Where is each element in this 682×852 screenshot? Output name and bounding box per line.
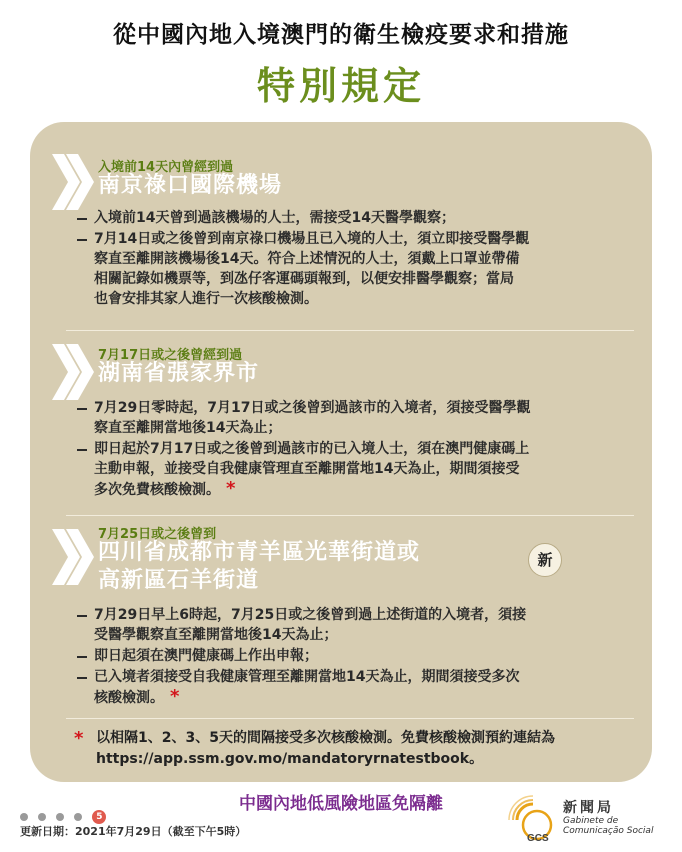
bullet-line: 受醫學觀察直至離開當地後14天為止；	[94, 627, 338, 643]
bullet-line: 7月29日零時起，7月17日或之後曾到過該市的入境者，須接受醫學觀	[94, 400, 531, 416]
bullet-item	[74, 398, 646, 438]
page-dot[interactable]	[56, 813, 64, 821]
page-title: 從中國內地入境澳門的衛生檢疫要求和措施	[113, 22, 569, 48]
section-divider	[66, 718, 634, 719]
asterisk-mark: *	[226, 478, 236, 499]
bullet-line: 即日起須在澳門健康碼上作出申報；	[94, 648, 318, 664]
logo-subtitle: Gabinete de Comunicação Social	[563, 816, 654, 836]
bullet-item	[74, 646, 646, 666]
section-label: 7月25日或之後曾到	[98, 527, 217, 542]
asterisk-mark: *	[74, 728, 84, 749]
gcs-logo	[507, 795, 677, 845]
section-label: 7月17日或之後曾經到過	[98, 348, 243, 363]
section-title-line: 四川省成都市青羊區光華街道或	[98, 540, 421, 565]
bullet-item	[74, 229, 646, 309]
current-page-badge[interactable]: 5	[92, 810, 106, 824]
bullet-item	[74, 208, 646, 228]
bullet-item	[74, 439, 646, 500]
bullet-line: 也會安排其家人進行一次核酸檢測。	[94, 291, 318, 307]
new-badge: 新	[528, 543, 562, 577]
bullet-line: 已入境者須接受自我健康管理至離開當地14天為止，期間須接受多次	[94, 669, 520, 685]
section-title	[98, 360, 259, 388]
section-divider	[66, 330, 634, 331]
low-risk-banner: 中國內地低風險地區免隔離	[239, 794, 443, 814]
logo-name: 新聞局	[563, 800, 614, 816]
footnote-line: 以相隔1、2、3、5天的間隔接受多次核酸檢測。免費核酸檢測預約連結為	[96, 730, 555, 746]
footnote-link[interactable]: https://app.ssm.gov.mo/mandatoryrnatestbook。	[96, 751, 484, 767]
bullet-item	[74, 605, 646, 645]
section-title-line: 湖南省張家界市	[98, 361, 260, 386]
page-dot[interactable]	[74, 813, 82, 821]
section-title-line: 南京祿口國際機場	[98, 173, 283, 198]
bullet-line: 7月29日早上6時起，7月25日或之後曾到過上述街道的入境者，須接	[94, 607, 527, 623]
bullet-line: 察直至離開該機場後14天。符合上述情況的人士，須戴上口罩並帶備	[94, 251, 520, 267]
bullet-line: 主動申報，並接受自我健康管理直至離開當地14天為止，期間須接受	[94, 461, 520, 477]
update-date: 更新日期：2021年7月29日（截至下午5時）	[20, 825, 247, 838]
section-label: 入境前14天內曾經到過	[98, 160, 234, 175]
page-dot[interactable]	[38, 813, 46, 821]
bullet-line: 察直至離開當地後14天為止；	[94, 420, 282, 436]
bullet-line: 核酸檢測。 *	[94, 686, 180, 707]
section-divider	[66, 515, 634, 516]
section-title-line: 高新區石羊街道	[98, 568, 260, 593]
section-title	[98, 539, 420, 595]
asterisk-mark: *	[170, 686, 180, 707]
footnote	[74, 728, 634, 770]
gcs-logo-mark	[507, 795, 559, 845]
page-dot[interactable]	[20, 813, 28, 821]
regulations-card	[30, 122, 652, 782]
double-chevron-icon	[50, 150, 94, 214]
bullet-line: 相關記錄如機票等，到氹仔客運碼頭報到，以便安排醫學觀察；當局	[94, 271, 514, 287]
double-chevron-icon	[50, 525, 94, 589]
page-subtitle: 特別規定	[256, 64, 425, 108]
bullet-list	[74, 398, 646, 501]
bullet-list	[74, 605, 646, 709]
bullet-line: 7月14日或之後曾到南京祿口機場且已入境的人士，須立即接受醫學觀	[94, 231, 530, 247]
bullet-line: 入境前14天曾到過該機場的人士，需接受14天醫學觀察；	[94, 210, 455, 226]
page-indicator	[20, 806, 106, 820]
double-chevron-icon	[50, 340, 94, 404]
footnote-text	[74, 728, 634, 770]
section-title	[98, 172, 282, 200]
logo-mark-text: GCS	[527, 833, 549, 844]
bullet-list	[74, 208, 646, 310]
bullet-line: 即日起於7月17日或之後曾到過該市的已入境人士，須在澳門健康碼上	[94, 441, 530, 457]
bullet-line: 多次免費核酸檢測。 *	[94, 478, 236, 499]
bullet-item	[74, 667, 646, 708]
